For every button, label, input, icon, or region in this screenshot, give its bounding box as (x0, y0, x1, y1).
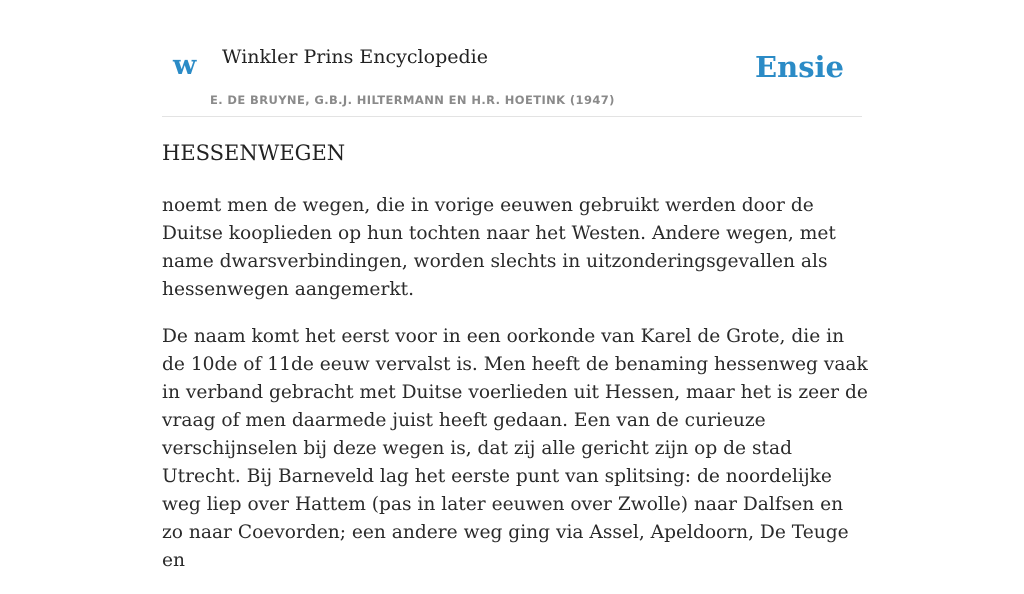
article-title: HESSENWEGEN (162, 141, 346, 165)
publication-title[interactable]: Winkler Prins Encyclopedie (222, 46, 488, 68)
ensie-logo[interactable]: Ensie (755, 50, 844, 84)
article-paragraph: De naam komt het eerst voor in een oorkonde van Karel de Grote, die in de 10de of 11de eeuw vervalst is. Men heeft de benaming hessenweg vaak in verband gebracht met Duitse voerlieden uit Hessen, maar het is zeer de vraag of men daarmede juist heeft gedaan. Een van de curieuze verschijnselen bij deze wegen is, dat zij alle gericht zijn op de stad Utrecht. Bij Barneveld lag het eerste punt van splitsing: de noordelijke weg liep over Hattem (pas in later eeuwen over Zwolle) naar Dalfsen en zo naar Coevorden; een andere weg ging via Assel, Apeldoorn, De Teuge en (162, 326, 868, 571)
article-paragraph: noemt men de wegen, die in vorige eeuwen gebruikt werden door de Duitse kooplieden op hun tochten naar het Westen. Andere wegen, met name dwarsverbindingen, worden slechts in uitzonderingsgevallen als hessenwegen aangemerkt. (162, 195, 836, 300)
encyclopedia-header (162, 40, 862, 117)
article-body (162, 192, 868, 594)
winkler-prins-logo[interactable]: w (173, 50, 197, 81)
publication-authors: E. DE BRUYNE, G.B.J. HILTERMANN EN H.R. HOETINK (1947) (210, 93, 615, 107)
